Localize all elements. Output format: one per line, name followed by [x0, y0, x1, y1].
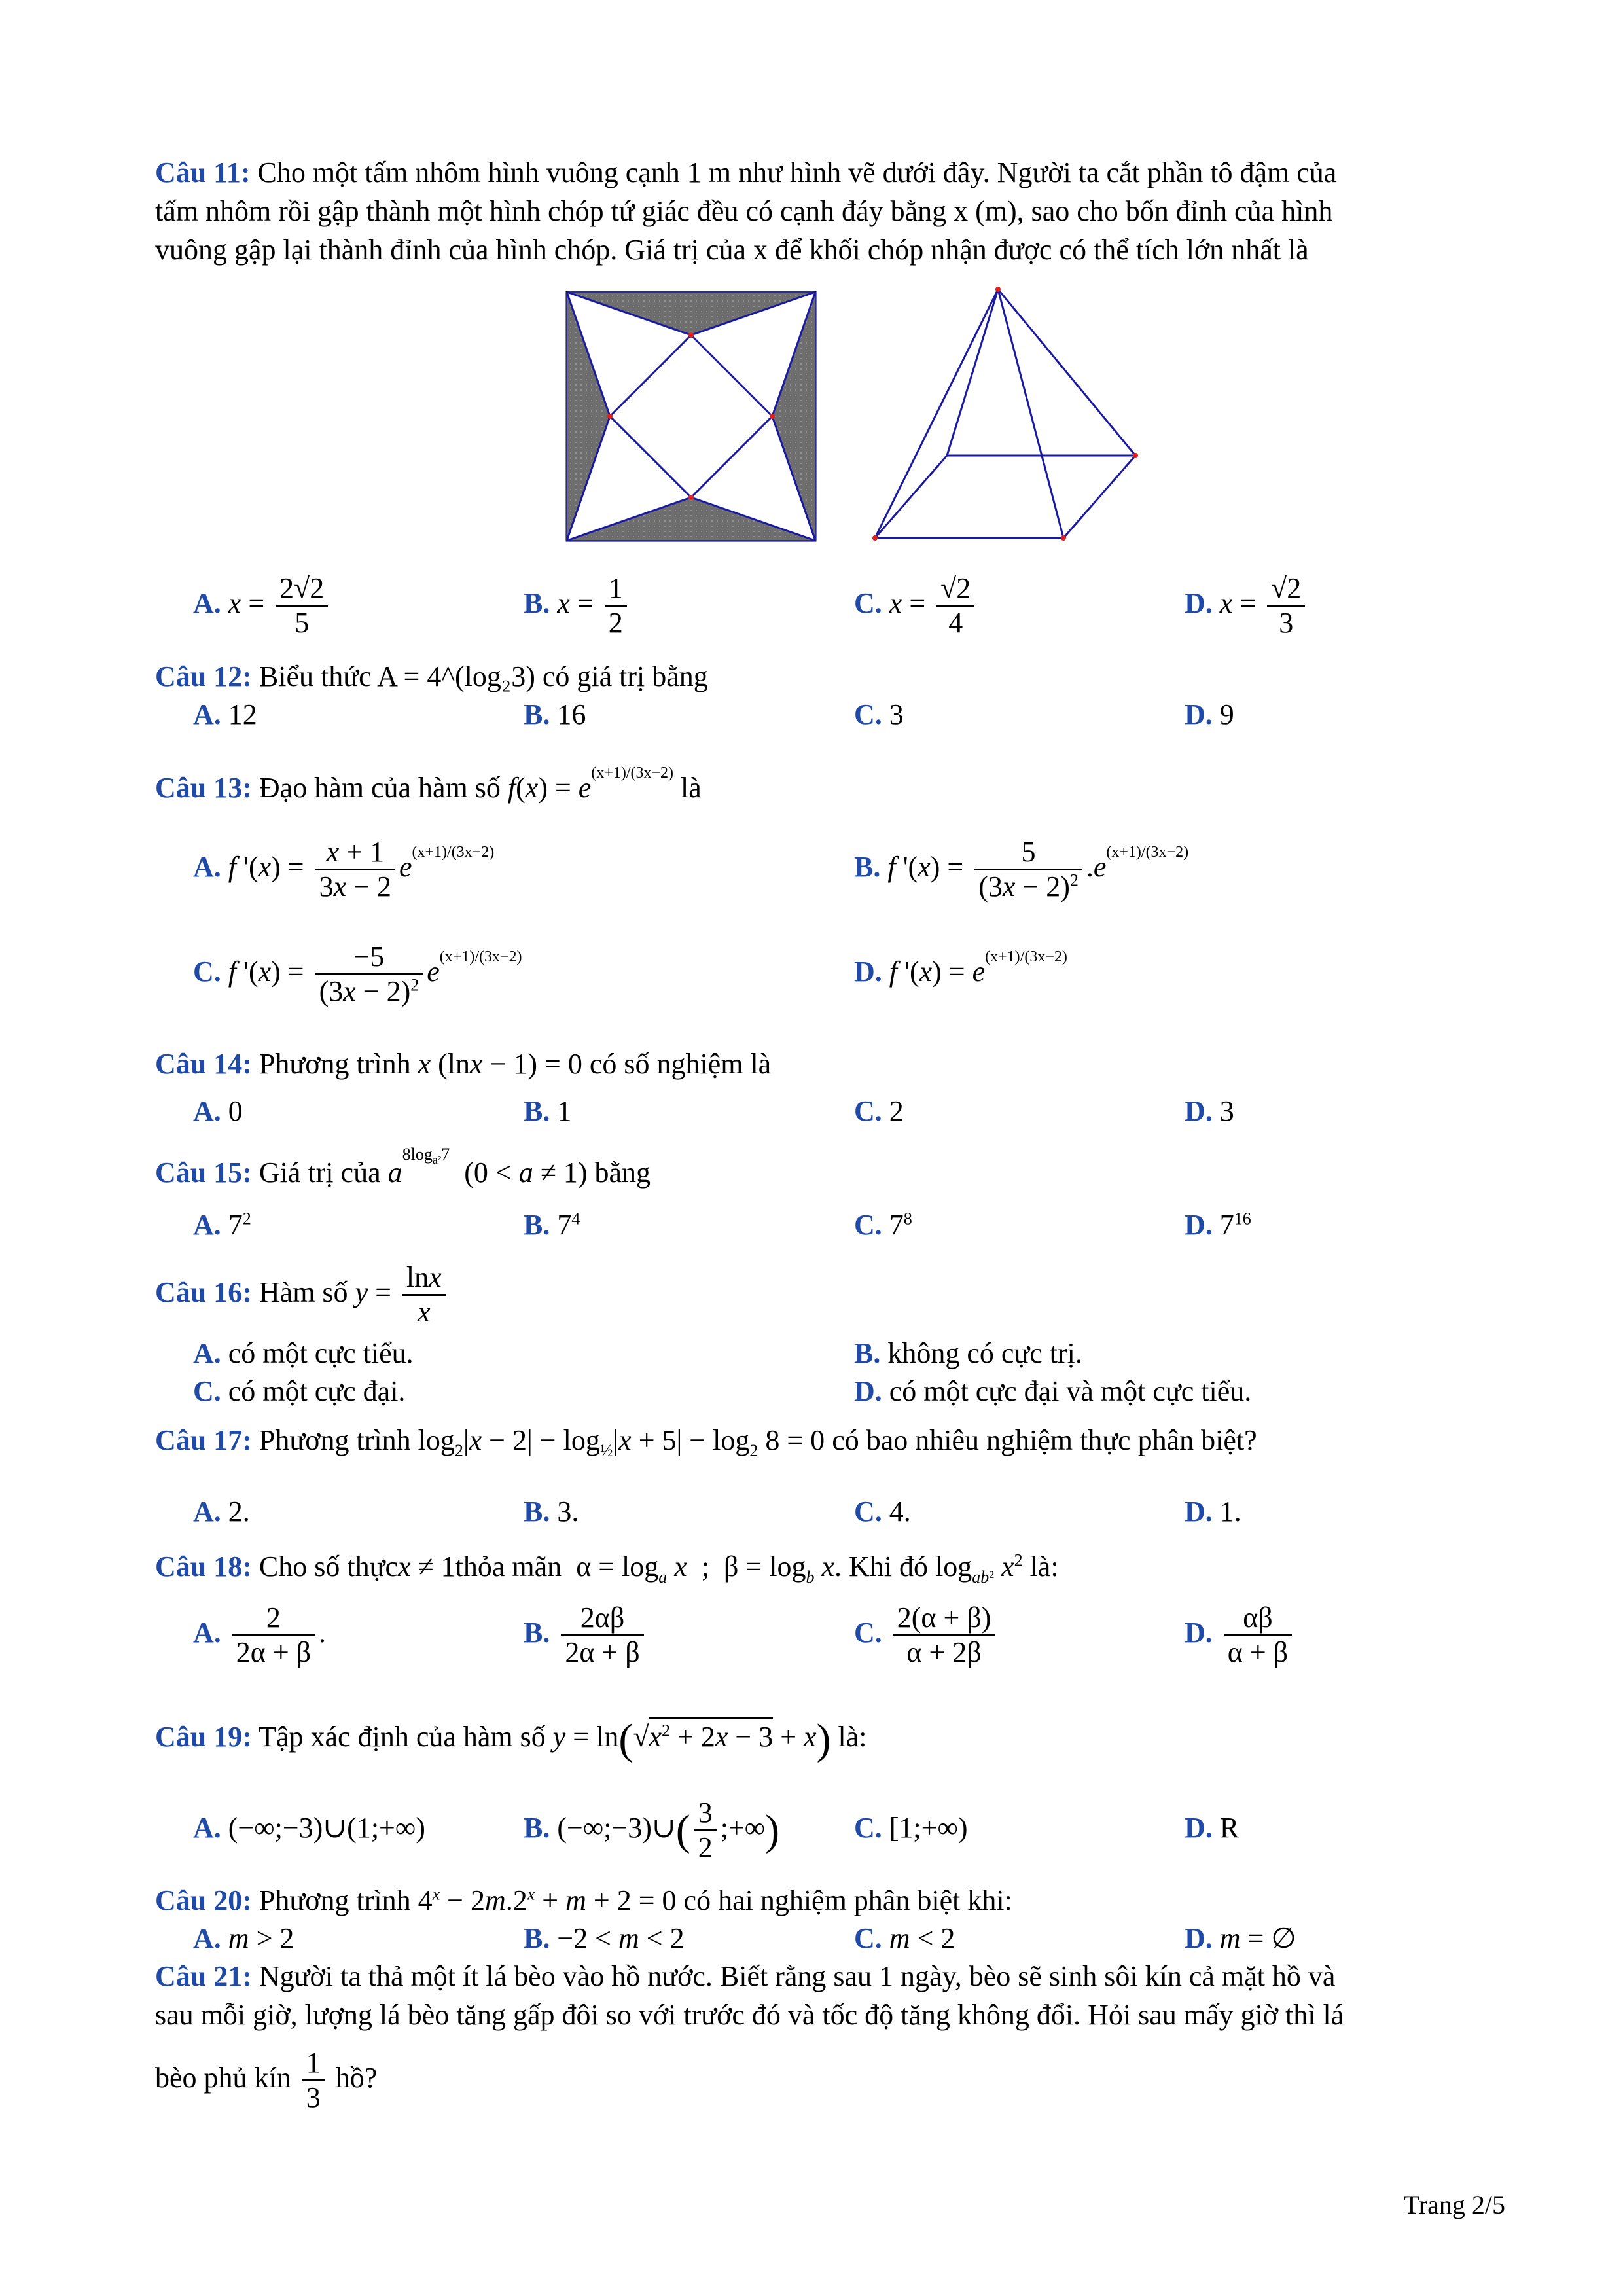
q12-option-c[interactable]: C. 3: [854, 698, 904, 730]
q18-option-b[interactable]: B. $\frac{2\alpha\beta}{2\alpha + \beta}$: [524, 1597, 648, 1669]
q20-question: Câu 20: Phương trình $4^x - 2m.2^x + m + 2 = 0$ có hai nghiệm phân biệt khi:: [155, 1884, 1012, 1916]
q16-question: Câu 16: Hàm số y = $\frac{\ln x}{x}$: [155, 1257, 450, 1329]
page-number: Trang 2/5: [1403, 2190, 1505, 2219]
q21-line1: Câu 21: Người ta thả một ít lá bèo vào hồ nước. Biết rằng sau 1 ngày, bèo sẽ sinh sôi kín cả mặt hồ và: [155, 1960, 1336, 1992]
q15-option-c[interactable]: C. $7^8$: [854, 1209, 912, 1241]
q14-option-b[interactable]: B. 1: [524, 1095, 572, 1127]
q11-option-d[interactable]: D. x = $\frac{√2}{3}$: [1185, 571, 1309, 639]
q19-question: Câu 19: Tập xác định của hàm số $y = \ln(√x^2 + 2x - 3 + x)$ là:: [155, 1715, 867, 1763]
q11-option-c[interactable]: C. x = $\frac{√2}{4}$: [854, 571, 978, 639]
q14-option-c[interactable]: C. 2: [854, 1095, 904, 1127]
q12-option-a[interactable]: A. 12: [193, 698, 257, 730]
q11-square-figure: [563, 288, 825, 550]
q14-question: Câu 14: Phương trình x (lnx − 1) = 0 có số nghiệm là: [155, 1048, 772, 1080]
q19-option-a[interactable]: A. (−∞;−3)∪(1;+∞): [193, 1812, 425, 1844]
q16-option-d[interactable]: D. có một cực đại và một cực tiểu.: [854, 1375, 1252, 1407]
q15-option-b[interactable]: B. $7^4$: [524, 1209, 580, 1241]
q18-option-c[interactable]: C. $\frac{2(\alpha + \beta)}{\alpha + 2\beta}$: [854, 1597, 999, 1669]
q13-option-d[interactable]: D. f '$(x) = e^{(x+1)/(3x-2)}$: [854, 948, 1067, 988]
q20-option-b[interactable]: B. −2 < m < 2: [524, 1922, 685, 1954]
q12-text: Biểu thức A = 4^(log₂3) có giá trị bằng: [259, 660, 708, 692]
q14-option-d[interactable]: D. 3: [1185, 1095, 1234, 1127]
q13-option-c[interactable]: C. f '(x) = $\frac{-5}{(3x - 2)^2}$ $e^{(x+1)/(3x-2)}$: [193, 941, 522, 1008]
q11-text-3: vuông gập lại thành đỉnh của hình chóp. Giá trị của x để khối chóp nhận được có thể tích lớn nhất là: [155, 234, 1309, 266]
q13-option-a[interactable]: A. f '(x) = $\frac{x + 1}{3x - 2}$ $e^{(x+1)/(3x-2)}$: [193, 836, 495, 903]
q18-option-a[interactable]: A. $\frac{2}{2\alpha + \beta}$ .: [193, 1602, 327, 1669]
q15-option-d[interactable]: D. $7^{16}$: [1185, 1209, 1251, 1241]
q18-option-d[interactable]: D. $\frac{\alpha\beta}{\alpha + \beta}$: [1185, 1597, 1296, 1669]
q20-option-d[interactable]: D. m = ∅: [1185, 1922, 1296, 1954]
q11-line1: [155, 156, 1336, 190]
q11-text-2: tấm nhôm rồi gập thành một hình chóp tứ giác đều có cạnh đáy bằng x (m), sao cho bốn đỉnh của hình: [155, 195, 1333, 227]
q17-option-a[interactable]: A. 2.: [193, 1496, 250, 1528]
q11-pyramid-figure: [867, 281, 1142, 550]
q20-option-a[interactable]: A. m > 2: [193, 1922, 294, 1954]
q16-option-a[interactable]: A. có một cực tiểu.: [193, 1337, 414, 1369]
q11-text-1: Cho một tấm nhôm hình vuông cạnh 1 m như hình vẽ dưới đây. Người ta cắt phần tô đậm của: [257, 156, 1337, 188]
q11-label: Câu 11:: [155, 156, 251, 188]
q19-option-c[interactable]: C. [1;+∞): [854, 1812, 968, 1844]
q16-option-b[interactable]: B. không có cực trị.: [854, 1337, 1082, 1369]
q16-option-c[interactable]: C. có một cực đại.: [193, 1375, 406, 1407]
q13-question: Câu 13: Đạo hàm của hàm số $f(x) = e^{(x+1)/(3x-2)}$ là: [155, 764, 702, 804]
q21-line3: bèo phủ kín $\frac{1}{3}$ hồ?: [155, 2047, 378, 2114]
q19-option-d[interactable]: D. R: [1185, 1812, 1240, 1844]
q12-option-b[interactable]: B. 16: [524, 698, 586, 730]
q12-question: Câu 12: Biểu thức A = 4^(log₂3) có giá trị bằng: [155, 660, 708, 692]
q17-option-b[interactable]: B. 3.: [524, 1496, 579, 1528]
q12-option-d[interactable]: D. 9: [1185, 698, 1234, 730]
q20-option-c[interactable]: C. m < 2: [854, 1922, 955, 1954]
q14-option-a[interactable]: A. 0: [193, 1095, 243, 1127]
q17-option-c[interactable]: C. 4.: [854, 1496, 911, 1528]
q21-line2: sau mỗi giờ, lượng lá bèo tăng gấp đôi so với trước đó và tốc độ tăng không đổi. Hỏi sau mấy giờ thì lá: [155, 1999, 1344, 2031]
q18-question: Câu 18: Cho số thựcx ≠ 1thỏa mãn $\alpha = \log_a x$ ; $\beta = \log_b x$. Khi đó $\log_{ab^2} x^2$ là:: [155, 1551, 1059, 1587]
q13-option-b[interactable]: B. f '(x) = $\frac{5}{(3x - 2)^2}$ $.e^{(x+1)/(3x-2)}$: [854, 836, 1189, 903]
q17-question: Câu 17: Phương trình $\log_2|x - 2| - \log_{\frac{1}{2}}|x + 5| - \log_2 8 = 0$ có bao nhiêu nghiệm thực phân biệt?: [155, 1424, 1257, 1460]
q15-question: Câu 15: Giá trị của $a^{8log_{a^2}7}$ (0 < a ≠ 1) bằng: [155, 1145, 651, 1189]
q11-option-b[interactable]: B. x = $\frac{1}{2}$: [524, 571, 631, 639]
q11-option-a[interactable]: A. x = $\frac{2√2}{5}$: [193, 571, 332, 639]
q19-option-b[interactable]: B. (−∞;−3)∪( $\frac{3}{2}$ ;+∞): [524, 1797, 780, 1864]
q15-option-a[interactable]: A. $7^2$: [193, 1209, 251, 1241]
q17-option-d[interactable]: D. 1.: [1185, 1496, 1241, 1528]
